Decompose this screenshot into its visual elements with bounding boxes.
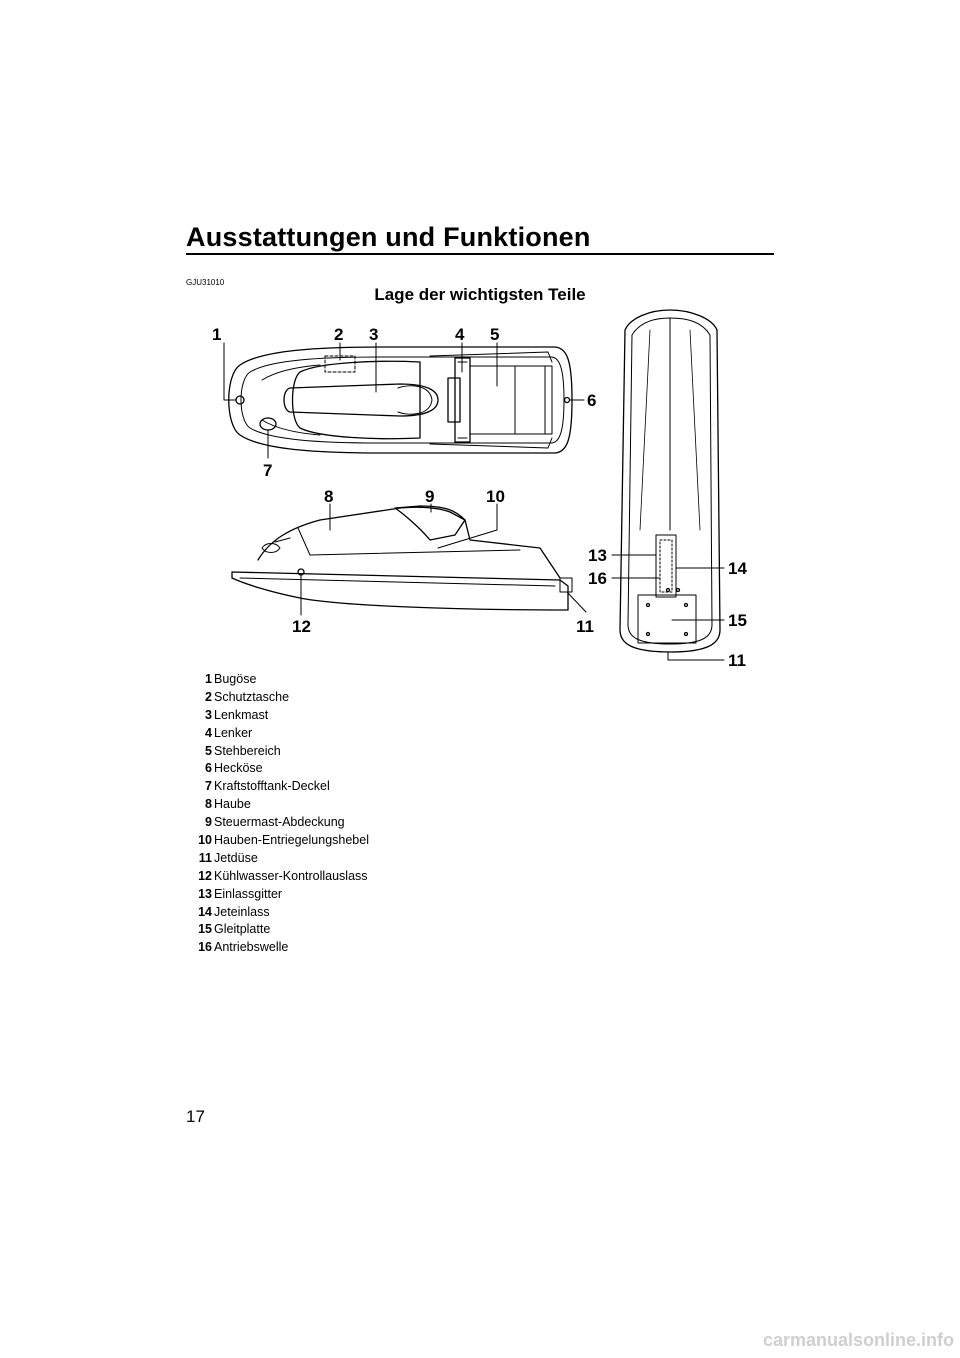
legend-item — [186, 760, 369, 778]
parts-legend — [186, 671, 369, 957]
legend-number: 9 — [205, 815, 212, 830]
legend-label: Steuermast-Abdeckung — [214, 815, 345, 830]
legend-label: Kühlwasser-Kontrollauslass — [214, 868, 368, 883]
side-view-hull — [232, 506, 572, 610]
legend-label: Haube — [214, 797, 251, 812]
legend-label: Jetdüse — [214, 850, 258, 865]
legend-item — [186, 850, 369, 868]
callout-12: 12 — [292, 617, 311, 636]
callout-5: 5 — [490, 325, 500, 344]
callout-7: 7 — [263, 461, 273, 480]
legend-number: 5 — [205, 743, 212, 758]
legend-item — [186, 832, 369, 850]
legend-number: 11 — [198, 850, 212, 865]
legend-number: 6 — [205, 761, 212, 776]
legend-label: Einlassgitter — [214, 886, 283, 901]
chapter-title: Ausstattungen und Funktionen — [186, 222, 591, 252]
legend-item — [186, 814, 369, 832]
legend-label: Schutztasche — [214, 689, 290, 704]
page-number: 17 — [186, 1107, 205, 1126]
top-view-hull — [229, 347, 572, 453]
legend-item — [186, 921, 369, 939]
watermark: carmanualsonline.info — [762, 1330, 954, 1350]
legend-number: 16 — [198, 940, 212, 955]
callout-11-bottom: 11 — [728, 651, 746, 670]
legend-item — [186, 689, 369, 707]
legend-label: Bugöse — [214, 672, 257, 686]
legend-item — [186, 868, 369, 886]
legend-item — [186, 796, 369, 814]
callout-4: 4 — [455, 325, 465, 344]
legend-label: Jeteinlass — [214, 904, 270, 919]
callout-11-side: 11 — [576, 617, 594, 636]
callout-6: 6 — [587, 391, 597, 410]
callout-9: 9 — [425, 487, 435, 506]
legend-label: Hecköse — [214, 761, 263, 776]
legend-item — [186, 743, 369, 761]
legend-label: Gleitplatte — [214, 922, 271, 937]
legend-number: 12 — [198, 868, 212, 883]
legend-label: Hauben-Entriegelungshebel — [214, 833, 369, 848]
callout-15: 15 — [728, 611, 747, 630]
callout-13: 13 — [588, 546, 607, 565]
legend-item — [186, 904, 369, 922]
legend-number: 1 — [205, 672, 212, 686]
legend-number: 4 — [205, 725, 212, 740]
legend-number: 2 — [205, 689, 212, 704]
legend-number: 15 — [198, 922, 212, 937]
legend-label: Lenkmast — [214, 707, 269, 722]
callout-2: 2 — [334, 325, 344, 344]
legend-number: 10 — [198, 833, 212, 848]
legend-number: 3 — [205, 707, 212, 722]
callout-16: 16 — [588, 569, 607, 588]
legend-item — [186, 725, 369, 743]
legend-number: 13 — [198, 886, 212, 901]
callout-10: 10 — [486, 487, 505, 506]
callout-3: 3 — [369, 325, 379, 344]
callout-1: 1 — [212, 325, 222, 344]
callout-8: 8 — [324, 487, 334, 506]
legend-label: Kraftstofftank-Deckel — [214, 779, 330, 794]
legend-label: Stehbereich — [214, 743, 281, 758]
section-title-text: Lage der wichtigsten Teile — [374, 285, 586, 304]
legend-number: 14 — [198, 904, 212, 919]
legend-label: Lenker — [214, 725, 253, 740]
legend-label: Antriebswelle — [214, 940, 289, 955]
legend-item — [186, 707, 369, 725]
legend-number: 7 — [205, 779, 212, 794]
legend-item — [186, 778, 369, 796]
bottom-view-hull — [620, 310, 720, 652]
legend-item — [186, 886, 369, 904]
legend-item — [186, 939, 369, 957]
leader-lines — [224, 343, 724, 660]
section-code: GJU31010 — [186, 278, 225, 287]
legend-number: 8 — [205, 797, 212, 812]
callout-14: 14 — [728, 559, 747, 578]
legend-item — [186, 671, 369, 689]
